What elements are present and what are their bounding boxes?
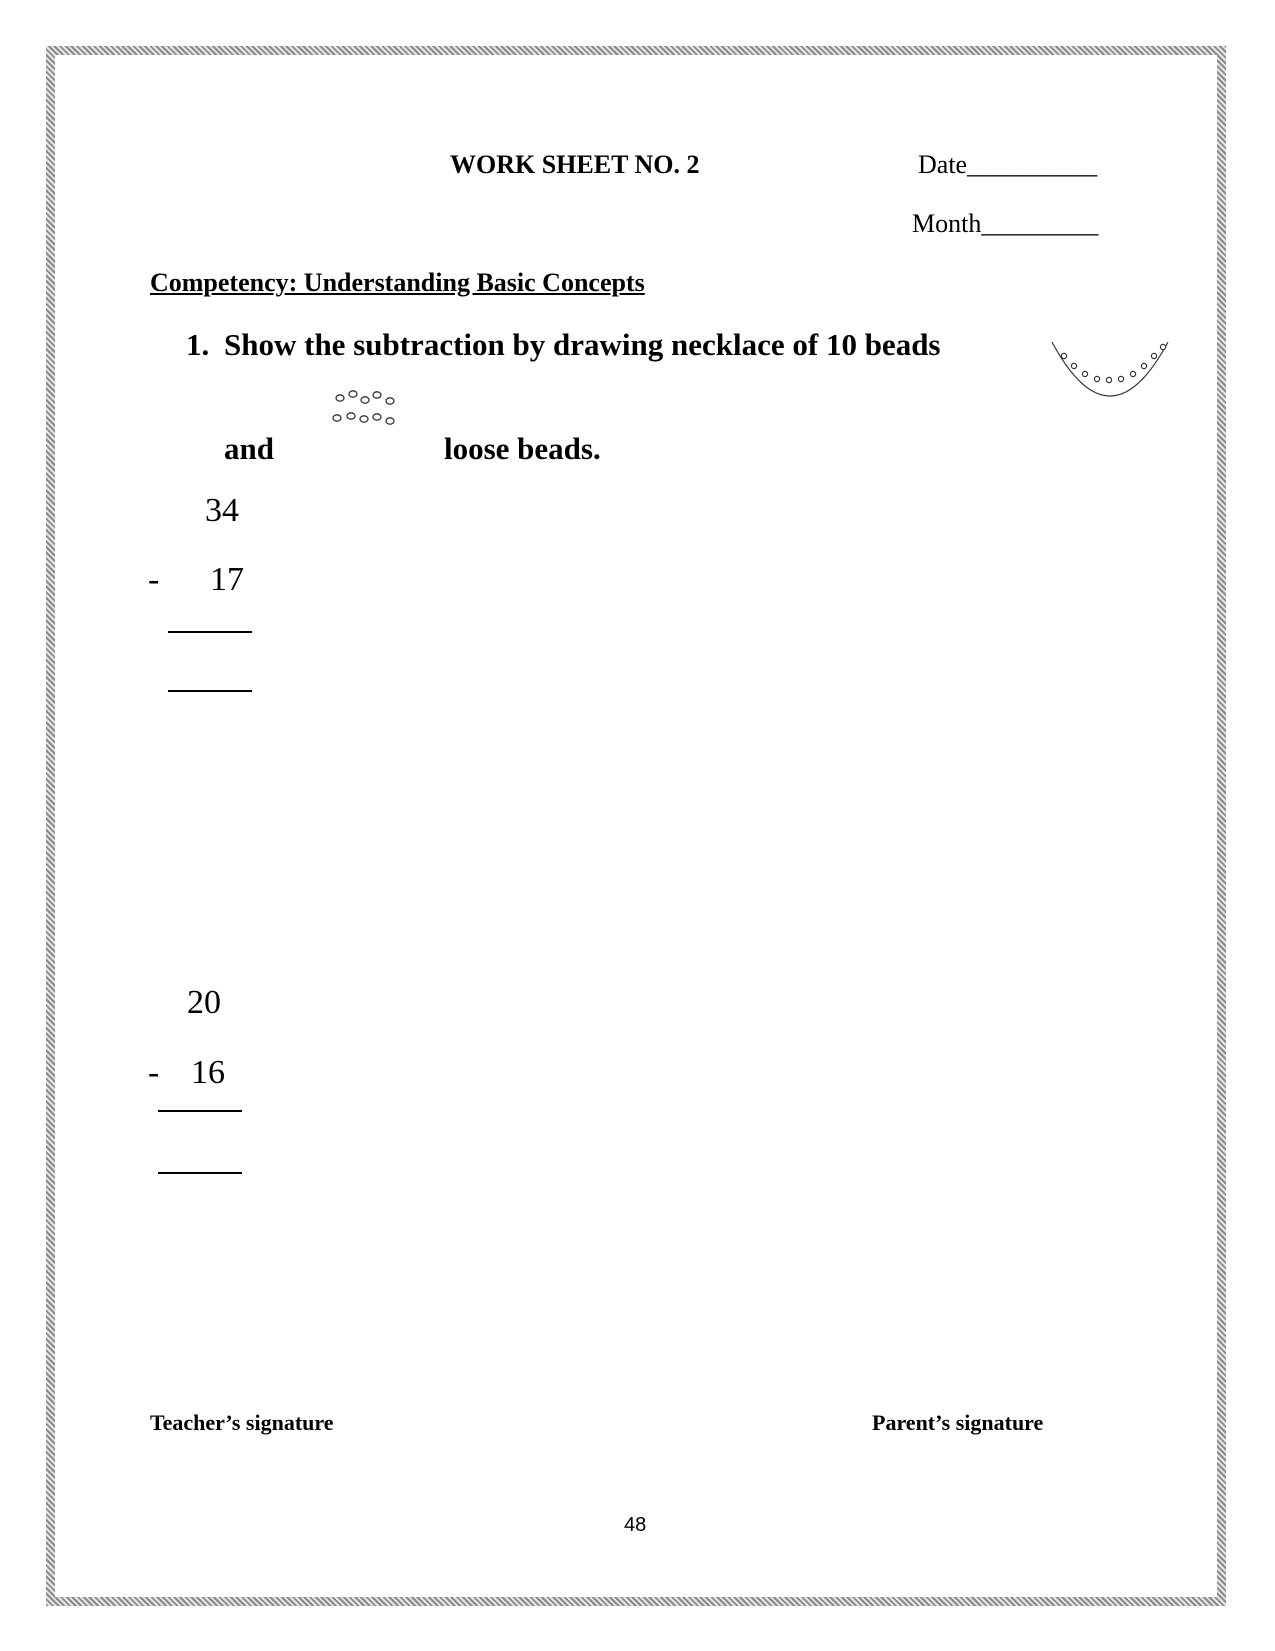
competency-heading: Competency: Understanding Basic Concepts [150,268,645,297]
worksheet-title: WORK SHEET NO. 2 [450,150,700,179]
problem-1-bottom: 17 [210,561,244,598]
problem-1-top: 34 [205,492,239,529]
page-number: 48 [624,1514,647,1536]
problem-1-operator: - [148,561,160,598]
question-text: Show the subtraction by drawing necklace of 10 beads [224,327,941,362]
problem-2-top: 20 [187,984,221,1021]
necklace-icon [1050,340,1170,400]
loose-beads-icon [330,385,410,435]
problem-2-bottom: 16 [191,1054,225,1091]
question-and: and [224,431,274,466]
teacher-signature: Teacher’s signature [150,1410,334,1435]
question-loose-beads: loose beads. [444,431,601,466]
problem-2-answer-line[interactable] [158,1172,242,1174]
question-number: 1. [186,327,210,362]
problem-2-line [158,1110,242,1112]
problem-1-answer-line[interactable] [168,690,252,692]
date-field[interactable]: Date__________ [918,150,1098,179]
problem-2-operator: - [148,1054,160,1091]
month-field[interactable]: Month_________ [912,209,1099,238]
problem-1-line [168,631,252,633]
parent-signature: Parent’s signature [872,1410,1044,1435]
